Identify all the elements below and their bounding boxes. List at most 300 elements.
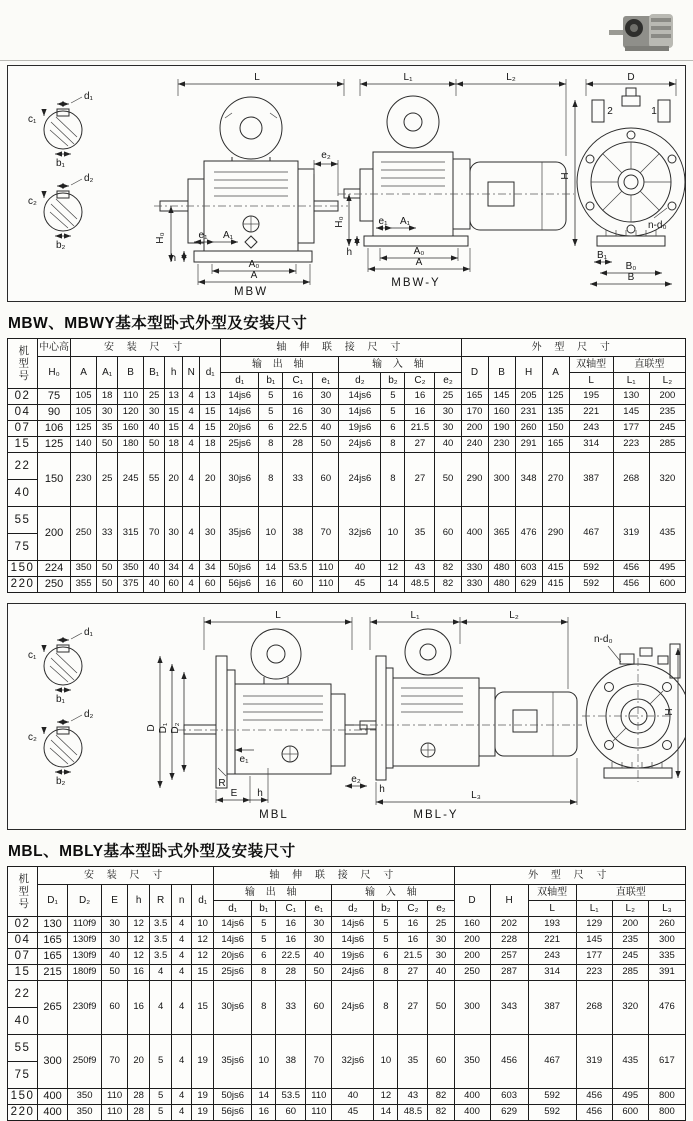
table-cell: 245 <box>612 949 648 965</box>
table-cell: 30 <box>428 949 454 965</box>
table-cell: 387 <box>528 981 576 1035</box>
table-cell: 28 <box>128 1089 150 1105</box>
col-L3: L₃ <box>648 901 685 917</box>
model-cell: 75 <box>8 534 38 561</box>
table-cell: 400 <box>461 507 488 561</box>
table-cell: 50js6 <box>214 1089 252 1105</box>
table-cell: 14js6 <box>221 405 259 421</box>
table-cell: 415 <box>542 561 569 577</box>
table-cell: 200 <box>649 389 685 405</box>
col-R: R <box>150 885 172 917</box>
table-cell: 35 <box>405 507 435 561</box>
table-cell: 629 <box>515 577 542 593</box>
dim-label: B₁ <box>596 250 608 261</box>
table-cell: 160 <box>454 917 490 933</box>
table-cell: 4 <box>150 981 172 1035</box>
dim-label: B₀ <box>625 261 637 272</box>
table-cell: 34 <box>165 561 183 577</box>
table-cell: 4 <box>183 437 200 453</box>
table-cell: 10 <box>374 1035 398 1089</box>
table-cell: 320 <box>649 453 685 507</box>
key-section-detail-1 <box>28 91 94 169</box>
table-cell: 5 <box>150 1035 172 1089</box>
table-cell: 6 <box>252 949 276 965</box>
table-cell: 14 <box>259 561 283 577</box>
table-cell: 314 <box>569 437 613 453</box>
table-cell: 50 <box>102 965 128 981</box>
table-cell: 16 <box>405 405 435 421</box>
col-C2: C₂ <box>398 901 428 917</box>
table-cell: 45 <box>339 577 381 593</box>
table-cell: 27 <box>398 965 428 981</box>
table-cell: 110 <box>102 1105 128 1121</box>
table-cell: 125 <box>71 421 97 437</box>
table-cell: 40 <box>102 949 128 965</box>
table-cell: 315 <box>118 507 144 561</box>
table-cell: 25 <box>428 917 454 933</box>
table-cell: 16 <box>398 917 428 933</box>
group-shaft: 轴 伸 联 接 尺 寸 <box>214 867 454 885</box>
col-B-outline: B <box>488 357 515 389</box>
table-cell: 19 <box>192 1089 214 1105</box>
group-input-shaft: 输 入 轴 <box>339 357 461 373</box>
table-cell: 25js6 <box>221 437 259 453</box>
mbw-dimension-table <box>7 338 686 593</box>
key-section-detail-2 <box>28 709 94 787</box>
table-cell: 110f9 <box>68 917 102 933</box>
model-cell: 40 <box>8 480 38 507</box>
table-cell: 82 <box>435 577 461 593</box>
table-cell: 215 <box>38 965 68 981</box>
table-cell: 50 <box>435 453 461 507</box>
col-e2: e₂ <box>435 373 461 389</box>
dim-label: L₁ <box>410 610 420 621</box>
table-cell: 165 <box>461 389 488 405</box>
table-cell: 4 <box>183 507 200 561</box>
dim-label: D₂ <box>170 722 181 734</box>
table-cell: 30js6 <box>214 981 252 1035</box>
table-row <box>8 1089 686 1105</box>
table-cell: 10 <box>259 507 283 561</box>
table-cell: 200 <box>454 949 490 965</box>
table-cell: 10 <box>252 1035 276 1089</box>
table-cell: 260 <box>515 421 542 437</box>
dim-label: A <box>415 257 423 268</box>
table-cell: 4 <box>183 405 200 421</box>
dim-label: L <box>254 72 260 83</box>
model-cell: 22 <box>8 981 38 1008</box>
table-cell: 228 <box>490 933 528 949</box>
table-cell: 4 <box>172 933 192 949</box>
table-cell: 165 <box>38 933 68 949</box>
table-cell: 16 <box>276 917 306 933</box>
dim-label: b₂ <box>56 776 66 787</box>
table-cell: 6 <box>374 949 398 965</box>
view-caption: MBL <box>259 809 289 821</box>
table-cell: 16 <box>128 965 150 981</box>
table-row <box>8 965 686 981</box>
table-cell: 600 <box>649 577 685 593</box>
table-cell: 592 <box>528 1089 576 1105</box>
table-cell: 18 <box>97 389 118 405</box>
dim-label: A₀ <box>413 246 425 257</box>
col-e1: e₁ <box>313 373 339 389</box>
table-cell: 250 <box>454 965 490 981</box>
callout-2: 2 <box>607 106 613 117</box>
mbly-view <box>354 610 582 821</box>
table-cell: 350 <box>71 561 97 577</box>
dim-label: b₂ <box>56 240 66 251</box>
table-cell: 350 <box>68 1105 102 1121</box>
table-cell: 14 <box>374 1105 398 1121</box>
table-cell: 5 <box>252 917 276 933</box>
table-cell: 130 <box>38 917 68 933</box>
table-cell: 476 <box>648 981 685 1035</box>
mbwy-view <box>334 72 574 289</box>
col-N: N <box>183 357 200 389</box>
table-row <box>8 561 686 577</box>
table-cell: 50js6 <box>221 561 259 577</box>
table-cell: 82 <box>428 1089 454 1105</box>
col-A: A <box>71 357 97 389</box>
group-dual-shaft: 双轴型 <box>569 357 613 373</box>
table-cell: 350 <box>454 1035 490 1089</box>
table-cell: 350 <box>118 561 144 577</box>
table-cell: 223 <box>613 437 649 453</box>
table-cell: 28 <box>276 965 306 981</box>
table-cell: 4 <box>183 389 200 405</box>
dim-label: h <box>379 784 385 795</box>
table-cell: 14 <box>381 577 405 593</box>
model-cell: 55 <box>8 1035 38 1062</box>
table-cell: 28 <box>128 1105 150 1121</box>
table-row <box>8 453 686 480</box>
table-cell: 456 <box>576 1089 612 1105</box>
table-cell: 38 <box>283 507 313 561</box>
col-B: B <box>118 357 144 389</box>
section-heading-mbw: MBW、MBWY基本型卧式外型及安装尺寸 <box>8 315 308 332</box>
table-cell: 800 <box>648 1089 685 1105</box>
table-cell: 300 <box>454 981 490 1035</box>
table-cell: 40 <box>339 561 381 577</box>
table-cell: 257 <box>490 949 528 965</box>
group-direct-coupled: 直联型 <box>576 885 685 901</box>
table-cell: 30 <box>144 405 165 421</box>
table-cell: 48.5 <box>398 1105 428 1121</box>
table-cell: 600 <box>612 1105 648 1121</box>
table-cell: 300 <box>38 1035 68 1089</box>
table-cell: 50 <box>306 965 332 981</box>
dim-label: h <box>346 247 352 258</box>
table-cell: 285 <box>612 965 648 981</box>
table-cell: 4 <box>172 1105 192 1121</box>
table-row <box>8 421 686 437</box>
dim-label: L₂ <box>509 610 519 621</box>
table-cell: 48.5 <box>405 577 435 593</box>
mbw-view <box>154 72 348 296</box>
table-cell: 4 <box>183 577 200 593</box>
col-h: h <box>128 885 150 917</box>
table-cell: 15 <box>192 965 214 981</box>
section-heading-mbl: MBL、MBLY基本型卧式外型及安装尺寸 <box>8 843 296 860</box>
table-cell: 8 <box>381 453 405 507</box>
table-cell: 30 <box>435 421 461 437</box>
table-cell: 4 <box>150 965 172 981</box>
table-cell: 27 <box>405 437 435 453</box>
dim-label: e₁ <box>198 230 208 241</box>
table-cell: 82 <box>435 561 461 577</box>
table-cell: 30js6 <box>221 453 259 507</box>
product-photo <box>601 6 681 58</box>
dim-label: n-d₀ <box>594 634 613 645</box>
table-cell: 495 <box>649 561 685 577</box>
table-cell: 35js6 <box>214 1035 252 1089</box>
table-cell: 19js6 <box>332 949 374 965</box>
table-cell: 270 <box>542 453 569 507</box>
table-cell: 14js6 <box>214 933 252 949</box>
table-cell: 14js6 <box>339 405 381 421</box>
table-cell: 50 <box>313 437 339 453</box>
table-cell: 245 <box>649 421 685 437</box>
table-cell: 30 <box>200 507 221 561</box>
table-cell: 50 <box>144 437 165 453</box>
table-cell: 400 <box>38 1105 68 1121</box>
table-cell: 60 <box>102 981 128 1035</box>
table-cell: 268 <box>613 453 649 507</box>
table-cell: 33 <box>276 981 306 1035</box>
table-cell: 16 <box>398 933 428 949</box>
table-cell: 18 <box>165 437 183 453</box>
table-cell: 467 <box>528 1035 576 1089</box>
table-cell: 32js6 <box>339 507 381 561</box>
table-cell: 245 <box>118 453 144 507</box>
group-output-shaft: 输 出 轴 <box>221 357 339 373</box>
dim-label: d₂ <box>84 173 94 184</box>
col-b1: b₁ <box>252 901 276 917</box>
table-cell: 235 <box>612 933 648 949</box>
mbw-end-view <box>560 72 685 284</box>
table-cell: 180 <box>118 437 144 453</box>
model-cell: 15 <box>8 437 38 453</box>
group-dual-shaft: 双轴型 <box>528 885 576 901</box>
table-cell: 350 <box>68 1089 102 1105</box>
col-D2: D₂ <box>68 885 102 917</box>
col-d: d₁ <box>200 357 221 389</box>
table-row <box>8 949 686 965</box>
table-cell: 110 <box>118 389 144 405</box>
group-install: 安 装 尺 寸 <box>71 339 221 357</box>
table-cell: 8 <box>381 437 405 453</box>
table-row <box>8 405 686 421</box>
table-cell: 125 <box>542 389 569 405</box>
dim-label: e₂ <box>351 774 361 785</box>
dim-label: d₂ <box>84 709 94 720</box>
table-cell: 16 <box>276 933 306 949</box>
mbl-dimension-table <box>7 866 686 1121</box>
table-cell: 33 <box>283 453 313 507</box>
dim-label: b₁ <box>56 694 65 705</box>
view-caption: MBW <box>233 286 269 296</box>
table-cell: 40 <box>144 561 165 577</box>
table-cell: 617 <box>648 1035 685 1089</box>
table-cell: 15 <box>200 421 221 437</box>
model-cell: 40 <box>8 1008 38 1035</box>
table-cell: 43 <box>398 1089 428 1105</box>
table-cell: 314 <box>528 965 576 981</box>
table-cell: 20 <box>200 453 221 507</box>
col-A1: A₁ <box>97 357 118 389</box>
table-cell: 14js6 <box>332 917 374 933</box>
table-cell: 180f9 <box>68 965 102 981</box>
model-cell: 04 <box>8 933 38 949</box>
table-cell: 3.5 <box>150 949 172 965</box>
table-cell: 400 <box>454 1089 490 1105</box>
col-A-outline: A <box>542 357 569 389</box>
col-e1: e₁ <box>306 901 332 917</box>
table-cell: 400 <box>454 1105 490 1121</box>
table-cell: 300 <box>488 453 515 507</box>
table-cell: 145 <box>488 389 515 405</box>
table-cell: 319 <box>576 1035 612 1089</box>
table-cell: 53.5 <box>276 1089 306 1105</box>
table-cell: 200 <box>461 421 488 437</box>
table-cell: 19 <box>192 1105 214 1121</box>
table-cell: 145 <box>613 405 649 421</box>
table-cell: 30 <box>313 389 339 405</box>
col-D: D <box>454 885 490 917</box>
diagram-panel-mbl <box>7 603 686 830</box>
table-cell: 14js6 <box>332 933 374 949</box>
dim-label: D <box>627 72 635 83</box>
table-cell: 5 <box>150 1089 172 1105</box>
dim-label: d₁ <box>84 627 93 638</box>
model-cell: 150 <box>8 1089 38 1105</box>
table-cell: 480 <box>488 577 515 593</box>
table-cell: 19js6 <box>339 421 381 437</box>
table-cell: 50 <box>97 577 118 593</box>
mbl-view <box>146 610 376 821</box>
dim-label: D <box>146 724 157 732</box>
table-cell: 8 <box>374 965 398 981</box>
table-cell: 75 <box>38 389 71 405</box>
table-cell: 25 <box>97 453 118 507</box>
table-cell: 6 <box>259 421 283 437</box>
dim-label: e₁ <box>378 216 388 227</box>
table-cell: 60 <box>313 453 339 507</box>
dim-label: L <box>275 610 281 621</box>
table-cell: 5 <box>259 405 283 421</box>
table-cell: 4 <box>172 981 192 1035</box>
table-cell: 130 <box>613 389 649 405</box>
col-n: n <box>172 885 192 917</box>
table-cell: 3.5 <box>150 933 172 949</box>
model-cell: 02 <box>8 389 38 405</box>
table-cell: 260 <box>648 917 685 933</box>
dim-label: c₁ <box>28 114 37 125</box>
group-input-shaft: 输 入 轴 <box>332 885 454 901</box>
dim-label: h <box>170 253 176 264</box>
table-cell: 60 <box>276 1105 306 1121</box>
table-cell: 13 <box>200 389 221 405</box>
table-cell: 5 <box>381 389 405 405</box>
model-cell: 07 <box>8 421 38 437</box>
table-cell: 125 <box>38 437 71 453</box>
table-cell: 250 <box>38 577 71 593</box>
table-cell: 30 <box>165 507 183 561</box>
col-d: d₁ <box>192 885 214 917</box>
table-cell: 224 <box>38 561 71 577</box>
table-cell: 5 <box>374 917 398 933</box>
table-cell: 16 <box>283 405 313 421</box>
table-cell: 415 <box>542 577 569 593</box>
table-cell: 330 <box>461 577 488 593</box>
table-cell: 456 <box>576 1105 612 1121</box>
col-B1: B₁ <box>144 357 165 389</box>
table-cell: 193 <box>528 917 576 933</box>
table-row <box>8 981 686 1008</box>
table-cell: 5 <box>259 389 283 405</box>
table-cell: 16 <box>252 1105 276 1121</box>
table-cell: 592 <box>569 577 613 593</box>
table-cell: 40 <box>306 949 332 965</box>
col-d1: d₁ <box>221 373 259 389</box>
table-cell: 135 <box>542 405 569 421</box>
table-cell: 592 <box>569 561 613 577</box>
table-cell: 70 <box>102 1035 128 1089</box>
table-cell: 60 <box>435 507 461 561</box>
table-cell: 70 <box>144 507 165 561</box>
table-row <box>8 917 686 933</box>
mbl-end-view <box>582 634 685 782</box>
table-cell: 290 <box>461 453 488 507</box>
table-cell: 603 <box>490 1089 528 1105</box>
table-row <box>8 577 686 593</box>
table-cell: 12 <box>128 949 150 965</box>
table-cell: 82 <box>428 1105 454 1121</box>
table-cell: 235 <box>649 405 685 421</box>
table-cell: 355 <box>71 577 97 593</box>
col-b2: b₂ <box>374 901 398 917</box>
table-cell: 25 <box>435 389 461 405</box>
table-cell: 35js6 <box>221 507 259 561</box>
table-cell: 240 <box>461 437 488 453</box>
table-cell: 30 <box>97 405 118 421</box>
table-cell: 27 <box>398 981 428 1035</box>
col-d2: d₂ <box>332 901 374 917</box>
dim-label: B <box>627 272 635 283</box>
group-direct-coupled: 直联型 <box>613 357 685 373</box>
table-cell: 177 <box>576 949 612 965</box>
table-cell: 4 <box>183 561 200 577</box>
col-center-height: 中心高 <box>38 339 71 357</box>
table-cell: 177 <box>613 421 649 437</box>
table-cell: 287 <box>490 965 528 981</box>
dim-label: H₀ <box>334 216 345 228</box>
table-cell: 20js6 <box>221 421 259 437</box>
model-cell: 22 <box>8 453 38 480</box>
dim-label: A₁ <box>399 216 411 227</box>
dim-label: E <box>230 788 238 799</box>
table-cell: 160 <box>118 421 144 437</box>
table-cell: 110 <box>306 1089 332 1105</box>
table-cell: 5 <box>252 933 276 949</box>
table-cell: 348 <box>515 453 542 507</box>
table-cell: 330 <box>461 561 488 577</box>
table-cell: 476 <box>515 507 542 561</box>
table-cell: 56js6 <box>214 1105 252 1121</box>
col-E: E <box>102 885 128 917</box>
table-cell: 50 <box>428 981 454 1035</box>
